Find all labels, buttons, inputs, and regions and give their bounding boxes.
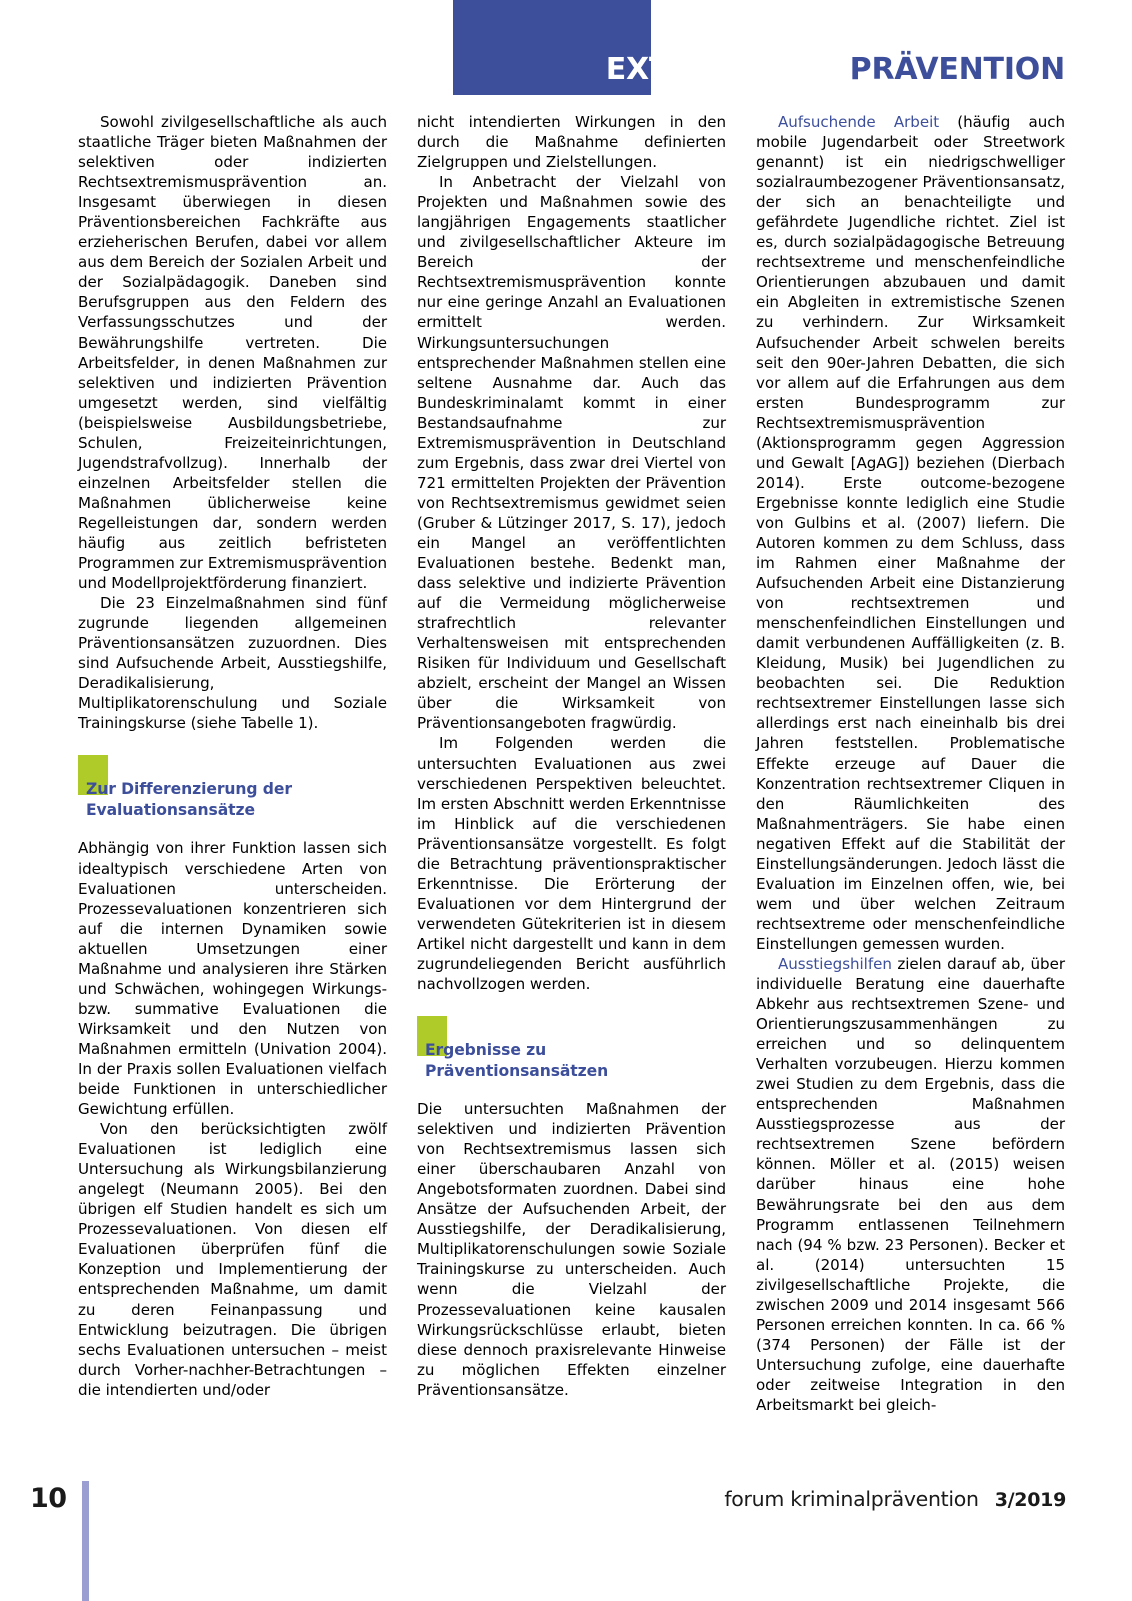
paragraph: Von den berücksichtigten zwölf Evaluationen ist lediglich eine Untersuchung als Wirkungsbilanzierung angelegt (Neumann 2005). Bei den übrigen elf Studien handelt es sich um Prozessevaluationen. Von diesen elf Evaluationen überprüfen fünf die Konzeption und Implementierung der entsprechenden Maßnahme, um damit zu deren Feinanpassung und Entwicklung beizutragen. Die übrigen sechs Evaluationen untersuchen – meist durch Vorher-nachher-Betrachtungen – die intendierten und/oder xyxy=(78,1120,387,1399)
page-footer xyxy=(0,1455,1132,1600)
lead-term-ausstiegshilfen: Ausstiegshilfen xyxy=(778,954,892,973)
paragraph: Die untersuchten Maßnahmen der selektiven und indizierten Prävention von Rechtsextremismus lassen sich einer überschaubaren Anzahl von Angebotsformaten zuordnen. Dabei sind Ansätze der Aufsuchenden Arbeit, der Ausstiegshilfe, der Deradikalisierung, Multiplikatorenschulungen sowie Soziale Trainingskurse zu unterscheiden. Auch wenn die Vielzahl der Prozessevaluationen keine kausalen Wirkungsrückschlüsse erlaubt, bieten diese dennoch praxisrelevante Hinweise zu möglichen Effekten einzelner Präventionsansätze. xyxy=(417,1100,726,1399)
section-heading-line-2: Präventionsansätzen xyxy=(425,1061,609,1080)
page-title-part-2: PRÄVENTION xyxy=(849,52,1065,87)
paragraph xyxy=(756,112,1065,954)
paragraph xyxy=(756,954,1065,1415)
paragraph-text: zielen darauf ab, über individuelle Beratung eine dauerhafte Abkehr aus rechtsextremen Szene- und Orientierungszusammenhängen zu erreichen und so delinquentem Verhalten vorzubeugen. Hierzu kommen zwei Studien zu dem Ergebnis, dass die entsprechenden Maßnahmen Ausstiegsprozesse aus der rechtsextremen Szene befördern können. Möller et al. (2015) weisen darüber hinaus eine hohe Bewährungsrate bei den aus dem Programm entlassenen Teilnehmern nach (94 % bzw. 23 Personen). Becker et al. (2014) untersuchten 15 zivilgesellschaftliche Projekte, die zwischen 2009 und 2014 insgesamt 566 Personen erreichen konnten. In ca. 66 % (374 Personen) der Fälle ist der Untersuchung zufolge, eine dauerhafte oder zeitweise Integration in den Arbeitsmarkt bei gleich- xyxy=(756,954,1065,1414)
section-heading-ergebnisse xyxy=(417,1016,726,1081)
paragraph: nicht intendierten Wirkungen in den durch die Maßnahme definierten Zielgruppen und Zielstellungen. xyxy=(417,113,726,172)
text-column-3 xyxy=(756,112,1065,1452)
text-column-1 xyxy=(78,112,387,1452)
page-header xyxy=(0,0,1132,100)
journal-issue: 3/2019 xyxy=(994,1489,1066,1511)
article-body xyxy=(78,112,1066,1452)
journal-name: forum kriminalprävention xyxy=(724,1487,979,1511)
section-heading-line-1: Ergebnisse zu xyxy=(425,1041,547,1060)
paragraph: Im Folgenden werden die untersuchten Evaluationen aus zwei verschiedenen Perspektiven beleuchtet. Im ersten Abschnitt werden Erkenntnisse im Hinblick auf die verschiedenen Präventionsansätze vorgestellt. Es folgt die Betrachtung präventionspraktischer Erkenntnisse. Die Erörterung der Evaluationen vor dem Hintergrund der verwendeten Gütekriterien ist in diesem Artikel nicht dargestellt und kann in dem zugrundeliegenden Bericht ausführlich nachvollzogen werden. xyxy=(417,734,726,994)
paragraph: Die 23 Einzelmaßnahmen sind fünf zugrunde liegenden allgemeinen Präventionsansätzen zuzuordnen. Dies sind Aufsuchende Arbeit, Ausstiegshilfe, Deradikalisierung, Multiplikatorenschulung und Soziale Trainingskurse (siehe Tabelle 1). xyxy=(78,594,387,733)
lead-term-aufsuchende-arbeit: Aufsuchende Arbeit xyxy=(778,113,940,131)
section-heading-line-2: Evaluationsansätze xyxy=(86,800,255,819)
footer-vertical-rule xyxy=(82,1481,89,1601)
section-heading-differenzierung xyxy=(78,755,387,820)
text-column-2 xyxy=(417,112,726,1452)
page-title-part-1: EXTREMISMUS xyxy=(605,52,850,87)
section-heading-line-1: Zur Differenzierung der xyxy=(86,780,292,799)
section-heading-text xyxy=(417,1040,726,1081)
page-number: 10 xyxy=(30,1483,67,1514)
section-heading-text xyxy=(78,779,387,820)
paragraph: Abhängig von ihrer Funktion lassen sich idealtypisch verschiedene Arten von Evaluationen unterscheiden. Prozessevaluationen konzentrieren sich auf die internen Dynamiken sowie aktuellen Umsetzungen einer Maßnahme und analysieren ihre Stärken und Schwächen, wohingegen Wirkungs- bzw. summative Evaluationen die Wirksamkeit und den Nutzen von Maßnahmen ermitteln (Univation 2004). In der Praxis sollen Evaluationen vielfach beide Funktionen in unterschiedlicher Gewichtung erfüllen. xyxy=(78,839,387,1119)
page-title xyxy=(0,52,1065,87)
paragraph: In Anbetracht der Vielzahl von Projekten und Maßnahmen sowie des langjährigen Engagements staatlicher und zivilgesellschaftlicher Akteure im Bereich der Rechtsextremismusprävention konnte nur eine geringe Anzahl an Evaluationen ermittelt werden. Wirkungsuntersuchungen entsprechender Maßnahmen stellen eine seltene Ausnahme dar. Auch das Bundeskriminalamt kommt in einer Bestandsaufnahme zur Extremismusprävention in Deutschland zum Ergebnis, dass zwar drei Viertel von 721 ermittelten Projekten der Prävention von Rechtsextremismus gewidmet seien (Gruber & Lützinger 2017, S. 17), jedoch ein Mangel an veröffentlichten Evaluationen bestehe. Bedenkt man, dass selektive und indizierte Prävention auf die Vermeidung möglicherweise strafrechtlich relevanter Verhaltensweisen mit entsprechenden Risiken für Individuum und Gesellschaft abzielt, erscheint der Mangel an Wissen über die Wirksamkeit von Präventionsangeboten fragwürdig. xyxy=(417,173,726,733)
paragraph: Sowohl zivilgesellschaftliche als auch staatliche Träger bieten Maßnahmen der selektiven oder indizierten Rechtsextremismusprävention an. Insgesamt überwiegen in diesen Präventionsbereichen Fachkräfte aus erzieherischen Berufen, dabei vor allem aus dem Bereich der Sozialen Arbeit und der Sozialpädagogik. Daneben sind Berufsgruppen aus den Feldern des Verfassungsschutzes und der Bewährungshilfe vertreten. Die Arbeitsfelder, in denen Maßnahmen zur selektiven und indizierten Prävention umgesetzt werden, sind vielfältig (beispielsweise Ausbildungsbetriebe, Schulen, Freizeiteinrichtungen, Jugendstrafvollzug). Innerhalb der einzelnen Arbeitsfelder stellen die Maßnahmen üblicherweise keine Regelleistungen dar, sondern werden häufig aus zeitlich befristeten Programmen zur Extremismusprävention und Modellprojektförderung finanziert. xyxy=(78,113,387,593)
journal-imprint xyxy=(724,1487,1066,1511)
paragraph-text: (häufig auch mobile Jugendarbeit oder Streetwork genannt) ist ein niedrigschwelliger sozialraumbezogener Präventionsansatz, der sich an benachteiligte und gefährdete Jugendliche richtet. Ziel ist es, durch sozialpädagogische Betreuung rechtsextreme und menschenfeindliche Orientierungen abzubauen und damit ein Abgleiten in extremistische Szenen zu verhindern. Zur Wirksamkeit Aufsuchender Arbeit schwelen bereits seit den 90er-Jahren Debatten, die sich vor allem auf die Erfahrungen aus dem ersten Bundesprogramm zur Rechtsextremismusprävention (Aktionsprogramm gegen Aggression und Gewalt [AgAG]) beziehen (Dierbach 2014). Erste outcome-bezogene Ergebnisse konnte lediglich eine Studie von Gulbins et al. (2007) liefern. Die Autoren kommen zu dem Schluss, dass im Rahmen einer Maßnahme der Aufsuchenden Arbeit eine Distanzierung von rechtsextremen und menschenfeindlichen Einstellungen und damit verbundenen Auffälligkeiten (z. B. Kleidung, Musik) bei Jugendlichen zu beobachten sei. Die Reduktion rechtsextremer Einstellungen lasse sich allerdings erst nach eineinhalb bis drei Jahren feststellen. Problematische Effekte erzeuge auf Dauer die Konzentration rechtsextremer Cliquen in den Räumlichkeiten des Maßnahmenträgers. Sie habe einen negativen Effekt auf die Stabilität der Einstellungsänderungen. Jedoch lässt die Evaluation im Einzelnen offen, wie, bei wem und über welchen Zeitraum rechtsextreme oder menschenfeindliche Einstellungen gemessen wurden. xyxy=(756,113,1065,953)
